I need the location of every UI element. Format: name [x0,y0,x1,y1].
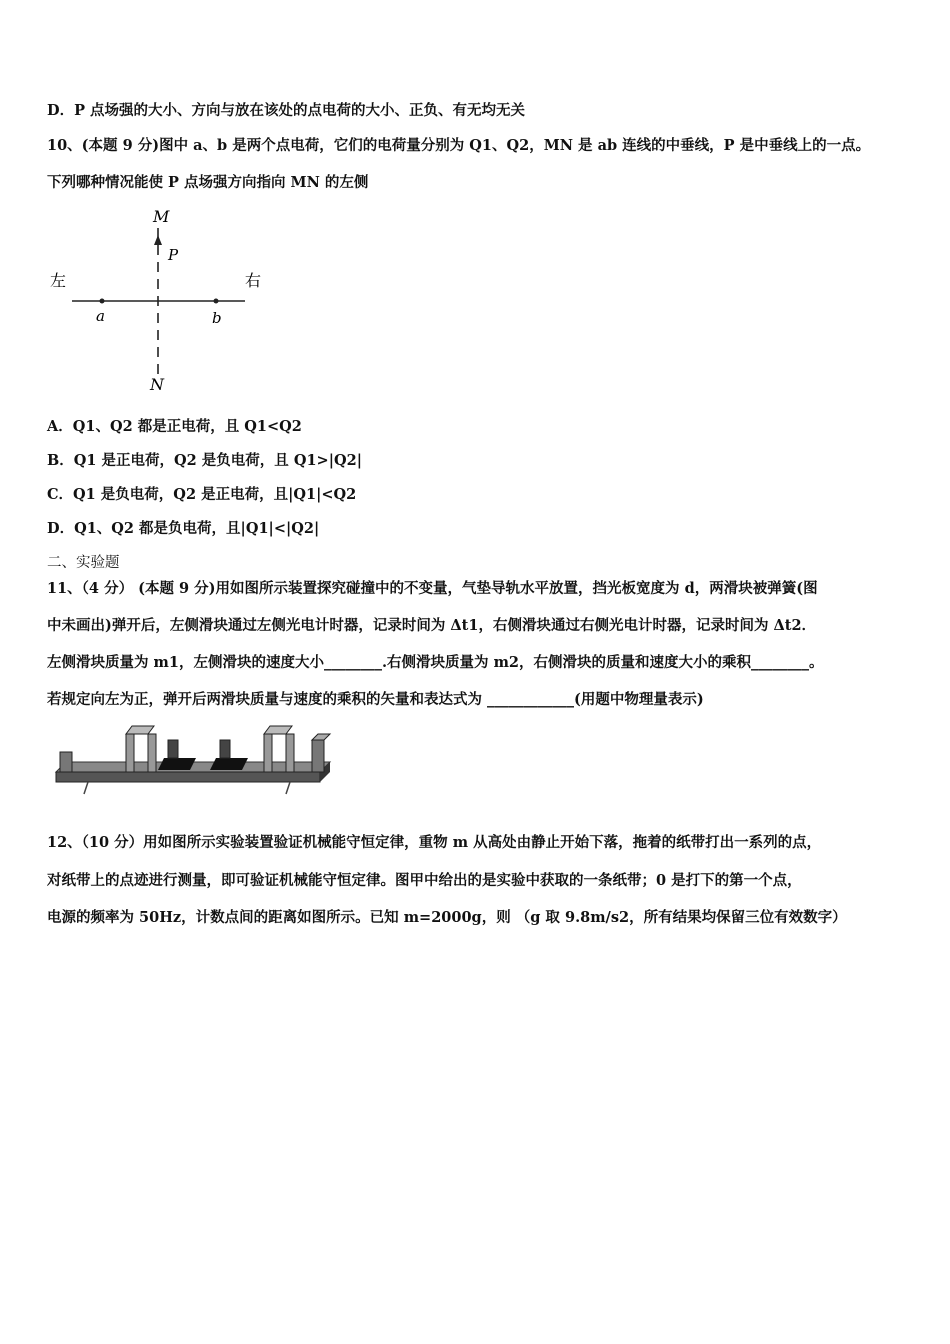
q11-line3 [47,653,824,673]
q10-option-b-text: B．Q1 是正电荷，Q2 是负电荷，且 Q1>|Q2| [47,452,362,469]
q11-text3: 左侧滑块质量为 m1，左侧滑块的速度大小________.右侧滑块质量为 m2，右侧滑块的质量和速度大小的乘积________。 [47,654,824,671]
q12-line2 [47,871,802,891]
q10-option-b [47,451,362,471]
air-track-apparatus-figure [50,722,340,800]
q12-text1: 12、（10 分）用如图所示实验装置验证机械能守恒定律，重物 m 从高处由静止开始下落，拖着的纸带打出一系列的点， [47,834,822,851]
q10-option-c-text: C．Q1 是负电荷，Q2 是正电荷，且|Q1|<Q2 [47,486,357,503]
q12-line3 [47,908,847,928]
label-p: P [168,246,179,264]
q12-text2: 对纸带上的点迹进行测量，即可验证机械能守恒定律。图甲中给出的是实验中获取的一条纸带；0 是打下的第一个点， [47,872,802,889]
q10-option-a-text: A．Q1、Q2 都是正电荷，且 Q1<Q2 [47,418,302,435]
q12-text3: 电源的频率为 50Hz，计数点间的距离如图所示。已知 m=2000g，则 （g 取 9.8m/s2，所有结果均保留三位有效数字） [47,909,847,926]
charge-b-dot [214,299,219,304]
q11-line4 [47,690,704,710]
q10-stem-text1: 10、(本题 9 分)图中 a、b 是两个点电荷，它们的电荷量分别为 Q1、Q2，MN 是 ab 连线的中垂线，P 是中垂线上的一点。 [47,137,871,154]
q12-line1 [47,833,821,853]
label-left: 左 [50,271,67,290]
section-experiment-header [47,553,120,573]
q9-option-d [47,101,525,121]
charge-a-dot [100,299,105,304]
label-right: 右 [245,271,262,290]
q10-option-c [47,485,356,505]
q11-text2: 中未画出)弹开后，左侧滑块通过左侧光电计时器，记录时间为 Δt1，右侧滑块通过右侧光电计时器，记录时间为 Δt2． [47,617,817,634]
q11-line1 [47,579,818,599]
q11-text1: 11、（4 分） (本题 9 分)用如图所示装置探究碰撞中的不变量，气垫导轨水平放置，挡光板宽度为 d，两滑块被弹簧(图 [47,580,818,597]
label-a: a [96,307,105,325]
q9-option-d-text: D．P 点场强的大小、方向与放在该处的点电荷的大小、正负、有无均无关 [47,102,526,119]
q10-stem-text2: 下列哪种情况能使 P 点场强方向指向 MN 的左侧 [47,174,369,191]
q10-option-d-text: D．Q1、Q2 都是负电荷，且|Q1|<|Q2| [47,520,320,537]
q10-stem-line2 [47,173,368,193]
label-m: M [153,207,170,226]
up-arrow-icon [154,235,162,245]
section-title: 二、实验题 [47,555,120,571]
q11-line2 [47,616,816,636]
q10-stem-line1 [47,136,870,156]
label-b: b [212,309,222,327]
q10-field-diagram [40,200,280,400]
label-n: N [150,375,164,394]
q11-text4: 若规定向左为正，弹开后两滑块质量与速度的乘积的矢量和表达式为 ____________(用题中物理量表示) [47,691,704,708]
q10-option-d [47,519,319,539]
q10-option-a [47,417,302,437]
